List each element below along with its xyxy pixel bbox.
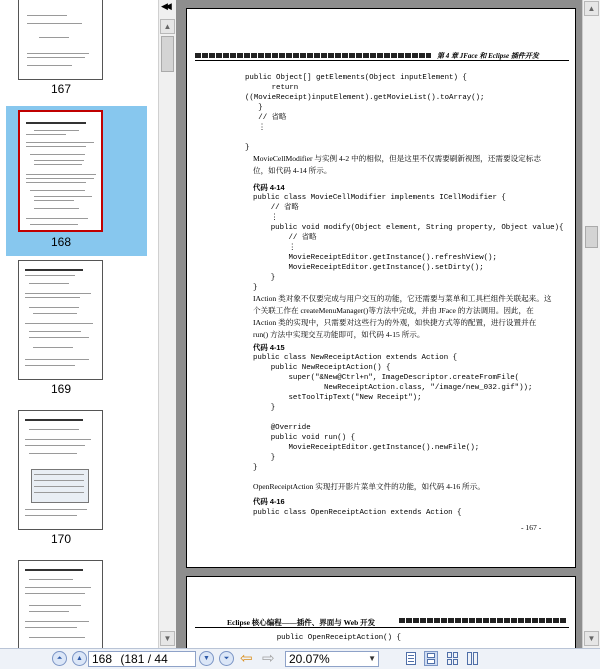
single-page-icon[interactable]: [404, 651, 418, 666]
forward-arrow-icon[interactable]: ⇨: [262, 650, 275, 667]
scroll-up-button[interactable]: ▲: [160, 19, 175, 34]
thumbnail-page-number: 170: [50, 532, 72, 546]
zoom-value: 20.07%: [289, 652, 330, 666]
thumbnail-page-number: 167: [50, 82, 72, 96]
thumbnail-image: [18, 260, 103, 380]
code-block-1: public Object[] getElements(Object inputElement) { return ((MovieReceipt)inputElement).getMovieList().toArray(); } // 省略 ⋮ }: [245, 74, 485, 152]
document-page: [186, 8, 576, 568]
thumbnail-panel[interactable]: [0, 0, 158, 648]
code-label-4-16: 代码 4-16: [253, 497, 285, 506]
header-decoration: [399, 618, 567, 623]
current-page-value[interactable]: 168: [92, 652, 113, 666]
navigation-toolbar: [0, 648, 600, 669]
thumbnail-scrollbar[interactable]: [158, 0, 177, 648]
code-block-3: public class NewReceiptAction extends Action { public NewReceiptAction() { super("&New@Ctrl+n", ImageDescriptor.createFromFile( NewReceiptAction.class, "/image/new_032.gif")); setToolTipText("New Receipt"); } @Override public void run() { MovieReceiptEditor.getInstance().newFile(); } }: [253, 354, 533, 472]
scrollbar-thumb[interactable]: [585, 226, 598, 248]
back-arrow-icon[interactable]: ⇦: [240, 650, 253, 667]
thumbnail-image: [18, 560, 103, 648]
header-rule: [195, 60, 569, 61]
paragraph-3: OpenReceiptAction 实现打开影片菜单文件的功能，如代码 4-16 所示。: [253, 482, 485, 491]
header-decoration: [195, 53, 431, 58]
zoom-select[interactable]: [285, 651, 379, 667]
last-page-button[interactable]: ⏷: [219, 651, 234, 666]
scroll-up-button[interactable]: ▲: [584, 1, 599, 16]
chapter-header: 第 4 章 JFace 和 Eclipse 插件开发: [437, 52, 539, 60]
page-number-input[interactable]: [88, 651, 196, 667]
scroll-down-button[interactable]: ▼: [160, 631, 175, 646]
thumbnail-page-168[interactable]: [6, 106, 147, 256]
chevron-down-icon[interactable]: ▼: [368, 654, 376, 663]
thumbnail-page-number: 168: [50, 235, 72, 249]
thumbnail-image: [18, 0, 103, 80]
thumbnail-figure: [31, 469, 89, 503]
thumbnail-page-169[interactable]: [6, 258, 147, 398]
thumbnail-page-partial[interactable]: [6, 558, 147, 648]
collapse-panel-icon[interactable]: ◀◀: [161, 1, 169, 11]
scrollbar-thumb[interactable]: [161, 36, 174, 72]
thumbnail-page-167[interactable]: [6, 0, 147, 94]
continuous-facing-icon[interactable]: [466, 651, 480, 666]
first-page-button[interactable]: ⏶: [52, 651, 67, 666]
continuous-page-icon[interactable]: [424, 651, 438, 666]
thumbnail-image: [18, 110, 103, 232]
code-block-4: public class OpenReceiptAction extends Action {: [253, 509, 462, 517]
document-view[interactable]: [176, 0, 600, 648]
facing-pages-icon[interactable]: [446, 651, 460, 666]
header-rule: [195, 627, 569, 628]
code-block-2: public class MovieCellModifier implements ICellModifier { // 省略 ⋮ public void modify(Object element, String property, Object value){ // 省略 ⋮ MovieReceiptEditor.getInstance().refreshView(); MovieReceiptEditor.getInstance().setDirty(); } }: [253, 194, 564, 292]
paragraph-1: MovieCellModifier 与实例 4-2 中的相似，但是这里不仅需要刷新视图，还需要设定标志位，如代码 4-14 所示。: [253, 154, 541, 175]
next-page-button[interactable]: ▼: [199, 651, 214, 666]
page-number: - 167 -: [521, 523, 542, 532]
scroll-down-button[interactable]: ▼: [584, 631, 599, 646]
thumbnail-image: [18, 410, 103, 530]
paragraph-2: IAction 类对象不仅要完成与用户交互的功能，它还需要与菜单和工具栏组件关联起来。这个关联工作在 createMenuManager()等方法中完成，并由 JFace 的方法调用。因此，在 IAction 类的实现中，只需要对这些行为的外观，如快捷方式等的配置，进行设置并在 run() 方法中实现交互功能即可，如代码 4-15 所示。: [253, 294, 552, 339]
thumbnail-page-170[interactable]: [6, 408, 147, 548]
thumbnail-page-number: 169: [50, 382, 72, 396]
page-count-label: (181 / 44: [120, 652, 168, 666]
next-page-code: public OpenReceiptAction() {: [259, 634, 401, 642]
document-page-next: [186, 576, 576, 648]
next-page-header: Eclipse 核心编程——插件、界面与 Web 开发: [227, 618, 376, 627]
previous-page-button[interactable]: ▲: [72, 651, 87, 666]
document-scrollbar[interactable]: [582, 0, 600, 648]
code-label-4-14: 代码 4-14: [253, 183, 285, 192]
code-label-4-15: 代码 4-15: [253, 343, 285, 352]
